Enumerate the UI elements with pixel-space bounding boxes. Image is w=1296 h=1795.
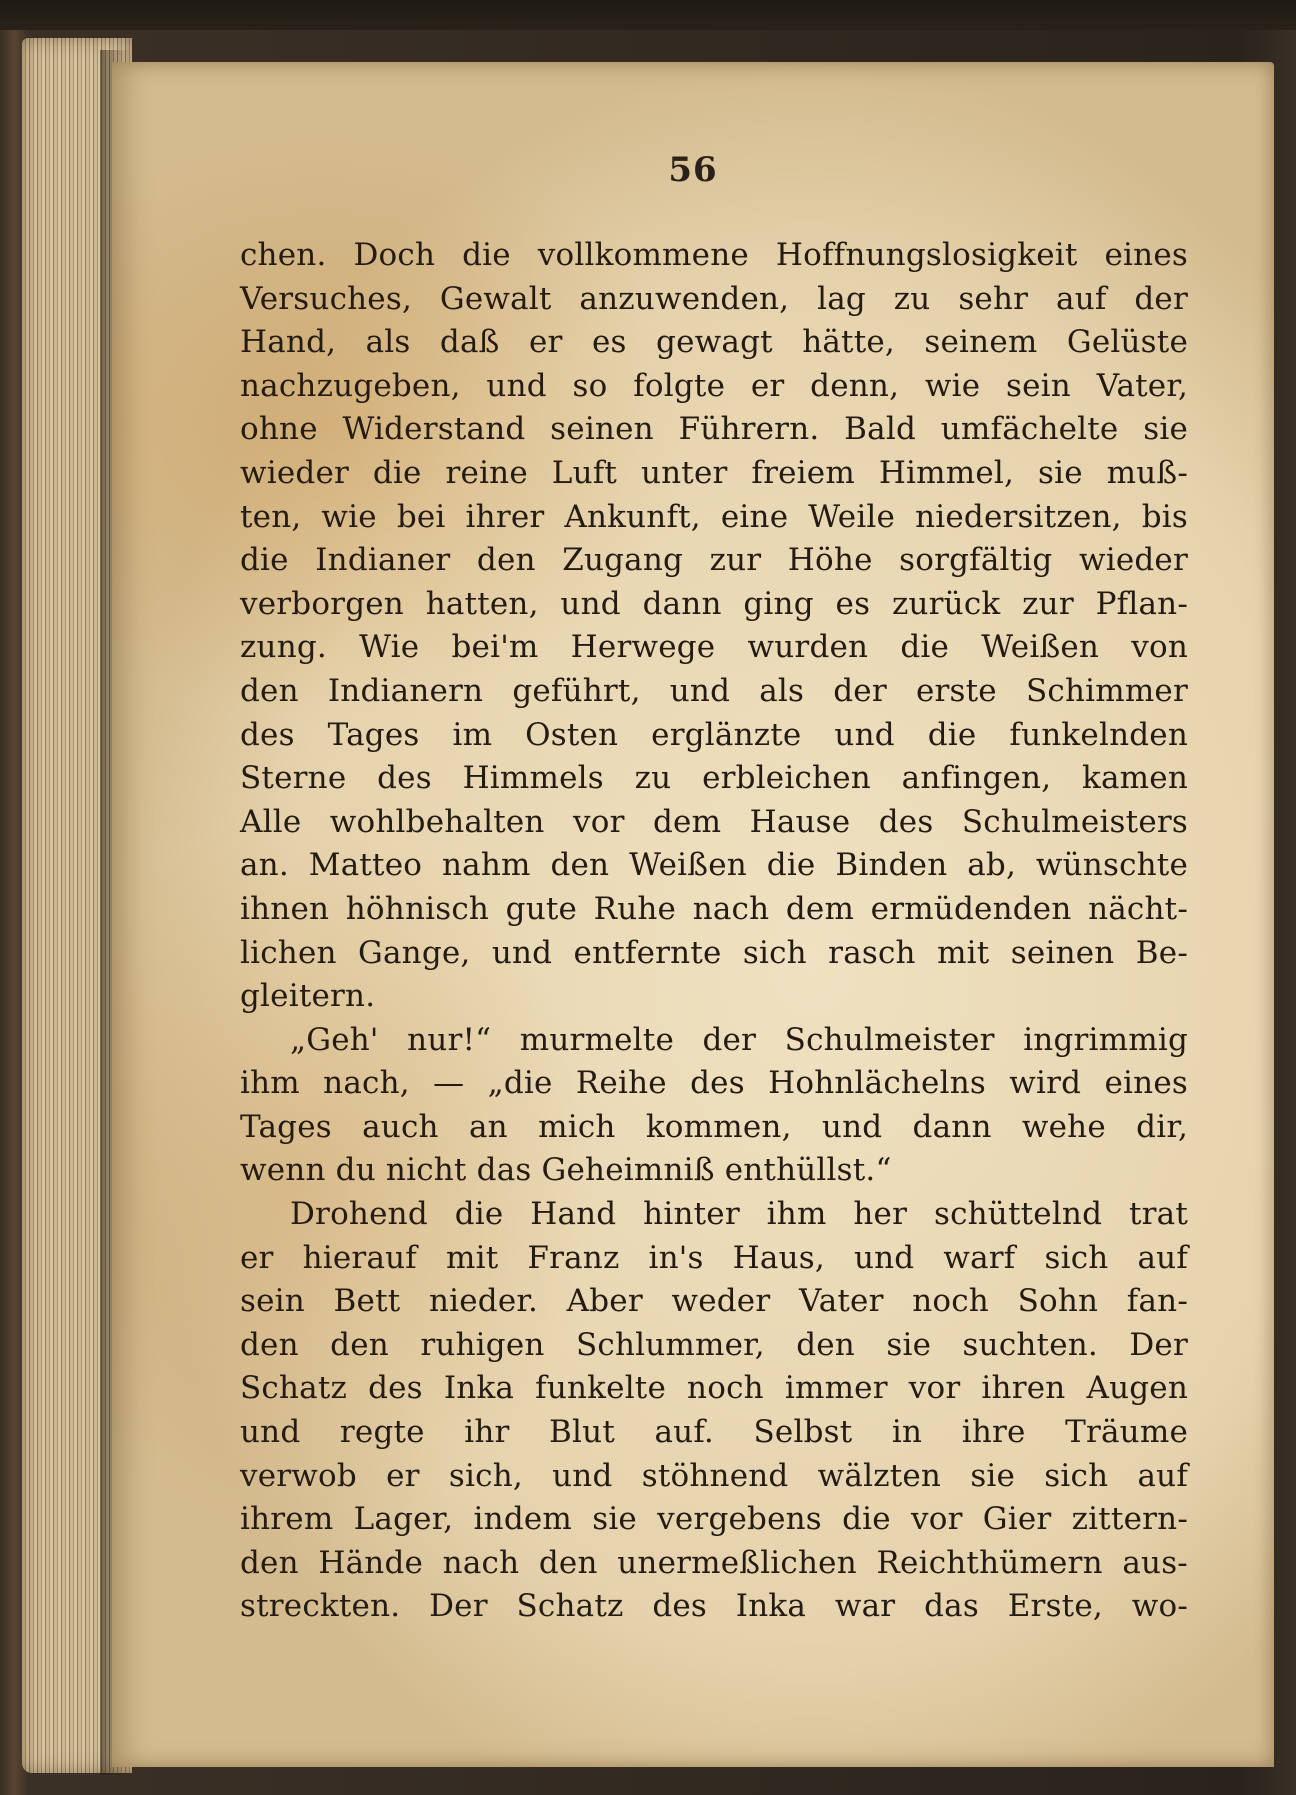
text-line: Schatz des Inka funkelte noch immer vor ihren Augen: [240, 1370, 1188, 1407]
text-line: sein Bett nieder. Aber weder Vater noch Sohn fan-: [240, 1283, 1188, 1320]
text-line: den Hände nach den unermeßlichen Reichthümern aus-: [240, 1544, 1188, 1581]
text-line: zung. Wie bei'm Herwege wurden die Weißen von: [240, 629, 1188, 666]
text-line: den den ruhigen Schlummer, den sie suchten. Der: [240, 1326, 1188, 1363]
text-line: Versuches, Gewalt anzuwenden, lag zu sehr auf der: [240, 280, 1188, 317]
text-line: gleitern.: [240, 978, 376, 1015]
text-line: er hierauf mit Franz in's Haus, und warf sich auf: [240, 1239, 1188, 1276]
text-line: ihm nach, — „die Reihe des Hohnlächelns wird eines: [240, 1065, 1188, 1102]
text-line: und regte ihr Blut auf. Selbst in ihre Träume: [240, 1414, 1188, 1451]
text-line: ten, wie bei ihrer Ankunft, eine Weile niedersitzen, bis: [240, 498, 1188, 535]
text-line: verwob er sich, und stöhnend wälzten sie sich auf: [240, 1457, 1188, 1494]
text-line: ihrem Lager, indem sie vergebens die vor Gier zittern-: [240, 1501, 1188, 1538]
page-sheet: [112, 62, 1274, 1767]
text-line: Hand, als daß er es gewagt hätte, seinem Gelüste: [240, 324, 1188, 361]
text-line: Drohend die Hand hinter ihm her schüttelnd trat: [290, 1196, 1188, 1233]
text-line: verborgen hatten, und dann ging es zurück zur Pflan-: [240, 585, 1188, 622]
text-line: ihnen höhnisch gute Ruhe nach dem ermüdenden nächt-: [240, 890, 1188, 927]
text-line: Sterne des Himmels zu erbleichen anfingen, kamen: [240, 760, 1188, 797]
text-line: „Geh' nur!“ murmelte der Schulmeister ingrimmig: [290, 1021, 1188, 1058]
text-line: des Tages im Osten erglänzte und die funkelnden: [240, 716, 1188, 753]
text-line: wieder die reine Luft unter freiem Himmel, sie muß-: [240, 454, 1188, 491]
text-line: Alle wohlbehalten vor dem Hause des Schulmeisters: [240, 803, 1188, 840]
text-line: ohne Widerstand seinen Führern. Bald umfächelte sie: [240, 411, 1188, 448]
text-line: lichen Gange, und entfernte sich rasch mit seinen Be-: [240, 934, 1188, 971]
text-line: den Indianern geführt, und als der erste Schimmer: [240, 672, 1188, 709]
page-number: 56: [668, 150, 718, 190]
text-line: an. Matteo nahm den Weißen die Binden ab, wünschte: [240, 847, 1188, 884]
text-line: die Indianer den Zugang zur Höhe sorgfältig wieder: [240, 542, 1188, 579]
body-text: [240, 234, 1188, 1629]
text-line: nachzugeben, und so folgte er denn, wie sein Vater,: [240, 367, 1188, 404]
text-line: Tages auch an mich kommen, und dann wehe dir,: [240, 1108, 1188, 1145]
text-line: chen. Doch die vollkommene Hoffnungslosigkeit eines: [240, 237, 1188, 273]
text-line: streckten. Der Schatz des Inka war das Erste, wo-: [240, 1588, 1188, 1625]
text-line: wenn du nicht das Geheimniß enthüllst.“: [240, 1152, 892, 1189]
